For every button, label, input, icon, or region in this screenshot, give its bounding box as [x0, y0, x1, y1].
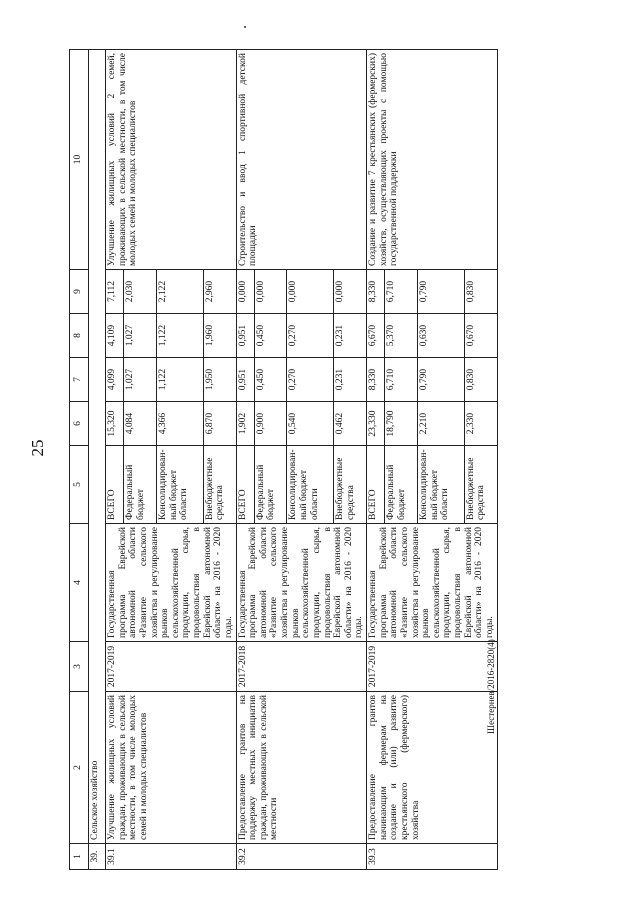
program-name: Государственная программа Еврейской автономной области «Развитие сельского хозяйства и регулирование рынков сельскохозяйственной продукции, сырья, продовольствия в Еврейской автономной области» на 2016 - 2020 годы.: [367, 524, 498, 642]
amount-2019: 0,790: [417, 270, 464, 314]
amount-2017: 0,231: [334, 358, 367, 402]
amount-2017: 1,950: [203, 358, 236, 402]
amount-2018: 1,027: [124, 314, 157, 358]
amount-total: 0,900: [254, 402, 287, 446]
funding-source: Федеральный бюджет: [254, 446, 287, 524]
implementation-period: 2017-2018: [236, 642, 367, 692]
amount-2017: 4,099: [106, 358, 124, 402]
amount-2018: 0,270: [287, 314, 334, 358]
amount-2017: 6,710: [385, 358, 418, 402]
row-number: 39.3: [367, 844, 498, 870]
amount-2019: 0,000: [287, 270, 334, 314]
funding-source: Внебюджетные средства: [203, 446, 236, 524]
header-col-8: 8: [70, 314, 89, 358]
amount-total: 15,320: [106, 402, 124, 446]
expected-result: Создание и развитие 7 крестьянских (фермерских) хозяйств, осуществляющих проекты с помощью государственной поддержки: [367, 50, 498, 270]
amount-2019: 6,710: [385, 270, 418, 314]
amount-2018: 0,670: [464, 314, 497, 358]
footer-reference: Шестернев/2016-2820(4): [486, 639, 496, 734]
table-row: [367, 50, 385, 870]
header-col-5: 5: [70, 446, 89, 524]
header-col-10: 10: [70, 50, 89, 270]
amount-2019: 0,000: [236, 270, 254, 314]
measure-name: Предоставление грантов на поддержку местных инициатив граждан, проживающих в сельской местности: [236, 692, 367, 844]
header-row: [70, 50, 89, 870]
amount-2017: 0,951: [236, 358, 254, 402]
amount-total: 2,210: [417, 402, 464, 446]
implementation-period: 2017-2019: [367, 642, 498, 692]
amount-total: 18,790: [385, 402, 418, 446]
funding-source: ВСЕГО: [367, 446, 385, 524]
section-row: [89, 50, 106, 870]
amount-total: 0,540: [287, 402, 334, 446]
table-row: [236, 50, 254, 870]
funding-source: ВСЕГО: [236, 446, 254, 524]
amount-2018: 1,122: [156, 314, 203, 358]
header-col-3: 3: [70, 642, 89, 692]
amount-2017: 0,830: [464, 358, 497, 402]
program-name: Государственная программа Еврейской автономной области «Развитие сельского хозяйства и регулирование рынков сельскохозяйственной продукции, сырья, продовольствия в Еврейской автономной области» на 2016 - 2020 годы.: [106, 524, 237, 642]
speck: [244, 26, 246, 28]
page-number: 25: [28, 439, 47, 457]
amount-2017: 1,122: [156, 358, 203, 402]
table-body: [106, 50, 498, 870]
row-number: 39.1: [106, 844, 237, 870]
amount-2018: 6,670: [367, 314, 385, 358]
amount-2019: 2,030: [124, 270, 157, 314]
amount-2017: 0,270: [287, 358, 334, 402]
amount-2019: 0,830: [464, 270, 497, 314]
measure-name: Предоставление грантов начинающим фермерам на создание и (или) развитие крестьянского (фермерского) хозяйства: [367, 692, 498, 844]
header-col-6: 6: [70, 402, 89, 446]
implementation-period: 2017-2019: [106, 642, 237, 692]
amount-2018: 0,231: [334, 314, 367, 358]
amount-total: 23,330: [367, 402, 385, 446]
header-col-2: 2: [70, 692, 89, 844]
header-col-7: 7: [70, 358, 89, 402]
amount-2018: 0,450: [254, 314, 287, 358]
amount-2017: 0,450: [254, 358, 287, 402]
amount-2019: 2,960: [203, 270, 236, 314]
amount-2018: 0,951: [236, 314, 254, 358]
amount-total: 4,084: [124, 402, 157, 446]
expected-result: Улучшение жилищных условий 2 семей, проживающих в сельской местности, в том числе молодых семей и молодых специалистов: [106, 50, 237, 270]
amount-2019: 2,122: [156, 270, 203, 314]
amount-total: 0,462: [334, 402, 367, 446]
amount-2018: 0,630: [417, 314, 464, 358]
expected-result: Строительство и ввод 1 спортивной детской площадки: [236, 50, 367, 270]
amount-2017: 1,027: [124, 358, 157, 402]
budget-table: [69, 49, 498, 870]
amount-total: 1,902: [236, 402, 254, 446]
funding-source: Внебюджетные средства: [334, 446, 367, 524]
funding-source: Внебюджетные средства: [464, 446, 497, 524]
funding-source: Консолидирован-ный бюджет области: [156, 446, 203, 524]
amount-total: 4,366: [156, 402, 203, 446]
amount-2017: 8,330: [367, 358, 385, 402]
section-number: 39.: [89, 844, 106, 870]
amount-2019: 0,000: [254, 270, 287, 314]
amount-total: 2,330: [464, 402, 497, 446]
funding-source: Федеральный бюджет: [385, 446, 418, 524]
budget-table-rotated: [69, 50, 629, 870]
amount-2019: 7,112: [106, 270, 124, 314]
section-title: Сельское хозяйство: [89, 50, 106, 844]
header-col-4: 4: [70, 524, 89, 642]
funding-source: ВСЕГО: [106, 446, 124, 524]
amount-2018: 5,370: [385, 314, 418, 358]
amount-2018: 4,109: [106, 314, 124, 358]
header-col-1: 1: [70, 844, 89, 870]
amount-total: 6,870: [203, 402, 236, 446]
amount-2019: 0,000: [334, 270, 367, 314]
measure-name: Улучшение жилищных условий граждан, проживающих в сельской местности, в том числе молодых семей и молодых специалистов: [106, 692, 237, 844]
header-col-9: 9: [70, 270, 89, 314]
funding-source: Федеральный бюджет: [124, 446, 157, 524]
amount-2019: 8,330: [367, 270, 385, 314]
program-name: Государственная программа Еврейской автономной области «Развитие сельского хозяйства и регулирование рынков сельскохозяйственной продукции, сырья, продовольствия в Еврейской автономной области» на 2016 - 2020 годы.: [236, 524, 367, 642]
funding-source: Консолидирован-ный бюджет области: [417, 446, 464, 524]
amount-2017: 0,790: [417, 358, 464, 402]
table-row: [106, 50, 124, 870]
amount-2018: 1,960: [203, 314, 236, 358]
funding-source: Консолидирован-ный бюджет области: [287, 446, 334, 524]
row-number: 39.2: [236, 844, 367, 870]
